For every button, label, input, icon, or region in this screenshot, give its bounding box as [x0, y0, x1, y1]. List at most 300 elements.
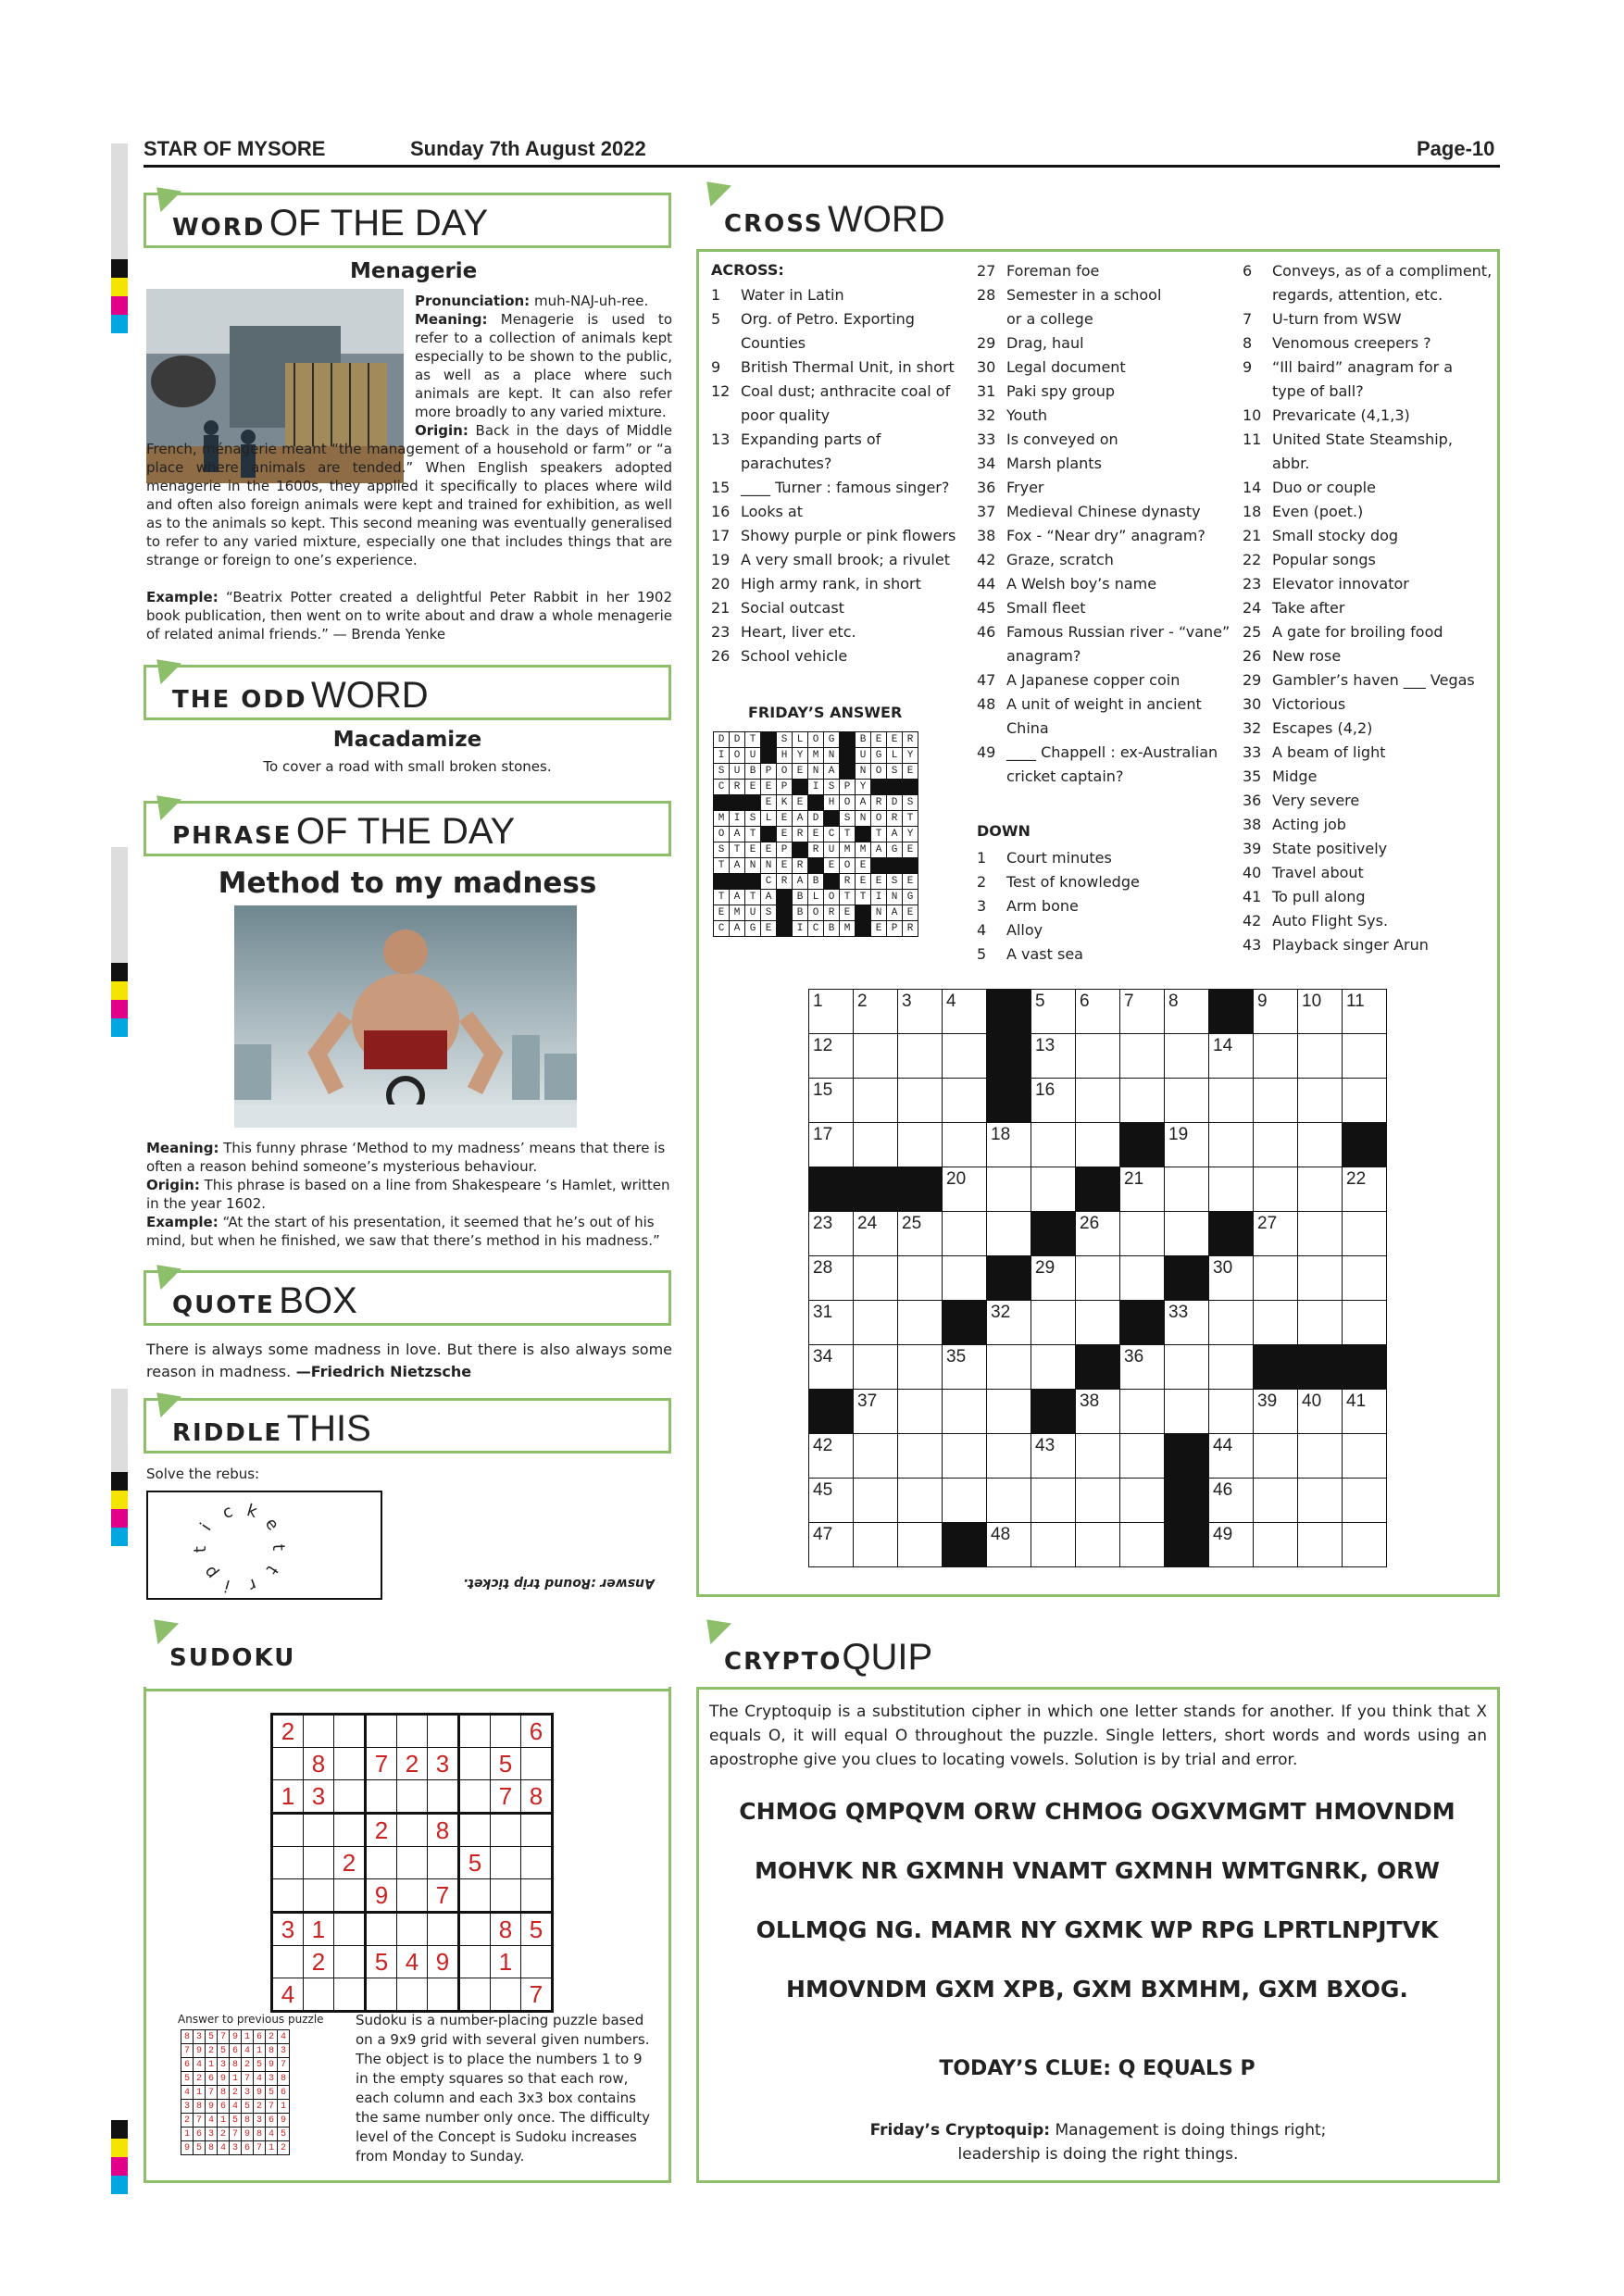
clue-item: 36 Very severe [1243, 792, 1360, 809]
crossword-cell[interactable] [1031, 1345, 1076, 1390]
sudoku-cell[interactable] [334, 1913, 366, 1946]
crossword-cell[interactable] [943, 1479, 987, 1523]
crossword-cell[interactable] [1120, 1479, 1165, 1523]
crossword-cell[interactable] [943, 1123, 987, 1167]
sudoku-cell[interactable] [491, 1814, 521, 1847]
black-cell [854, 1167, 898, 1212]
sudoku-cell[interactable] [491, 1978, 521, 2012]
sudoku-cell[interactable] [366, 1913, 397, 1946]
crossword-cell[interactable] [1298, 1523, 1343, 1567]
crossword-cell[interactable] [987, 1390, 1031, 1434]
crossword-cell[interactable] [1076, 1434, 1120, 1479]
crossword-cell[interactable]: 22 [1343, 1167, 1387, 1212]
clue-item: 9 British Thermal Unit, in short [711, 358, 955, 376]
crossword-header: CROSS WORD [696, 190, 1500, 249]
sudoku-cell[interactable] [334, 1946, 366, 1978]
word-origin: Origin: Back in the days of Middle French, ménagerie meant “the management of a household or farm” or “a place where animals are tended.” When English speakers adopted menagerie in the 1600s, they applied it specifically to places where wild and often also foreign animals were kept and trained for exhibition, as well as to the animals so kept. This second meaning was eventually generalised to refer to any varied mixture, especially one that includes things that are strange or foreign to one’s experience. [146, 422, 672, 568]
crossword-cell[interactable] [898, 1345, 943, 1390]
black-cell [1298, 1345, 1343, 1390]
crossword-cell[interactable] [943, 1079, 987, 1123]
crossword-cell[interactable] [1343, 1479, 1387, 1523]
crossword-cell[interactable] [854, 1034, 898, 1079]
black-cell [943, 1523, 987, 1567]
word-pronunciation: Pronunciation: muh-NAJ-uh-ree. [415, 293, 649, 309]
crossword-cell[interactable] [1343, 1034, 1387, 1079]
clue-item: 16 Looks at [711, 503, 803, 520]
crossword-cell[interactable] [1209, 1301, 1254, 1345]
sudoku-cell[interactable] [397, 1879, 428, 1913]
crossword-cell[interactable]: 3 [898, 990, 943, 1034]
crossword-cell[interactable] [898, 1479, 943, 1523]
crossword-cell[interactable]: 21 [1120, 1167, 1165, 1212]
crossword-cell[interactable] [1076, 1479, 1120, 1523]
crossword-cell[interactable]: 1 [809, 990, 854, 1034]
sudoku-cell: 5 [366, 1946, 397, 1978]
black-cell [809, 1167, 854, 1212]
crossword-cell[interactable]: 11 [1343, 990, 1387, 1034]
crossword-cell[interactable] [1120, 1434, 1165, 1479]
crossword-cell[interactable]: 37 [854, 1390, 898, 1434]
black-cell [1209, 1212, 1254, 1256]
sudoku-cell[interactable] [304, 1847, 334, 1879]
sudoku-cell: 9 [428, 1946, 459, 1978]
crossword-cell[interactable] [1031, 1301, 1076, 1345]
crossword-cell[interactable] [987, 1479, 1031, 1523]
crossword-cell[interactable] [1343, 1434, 1387, 1479]
crossword-cell[interactable] [898, 1434, 943, 1479]
sudoku-cell[interactable] [521, 1847, 553, 1879]
sudoku-cell[interactable] [397, 1978, 428, 2012]
crossword-cell[interactable] [1298, 1256, 1343, 1301]
clue-item: 32 Youth [977, 406, 1047, 424]
crossword-cell[interactable] [1209, 1390, 1254, 1434]
clue-item: 30 Victorious [1243, 695, 1346, 713]
crossword-cell[interactable]: 49 [1209, 1523, 1254, 1567]
crossword-cell[interactable]: 33 [1165, 1301, 1209, 1345]
clue-item: regards, attention, etc. [1272, 286, 1443, 304]
crossword-cell[interactable] [1031, 1167, 1076, 1212]
clue-item: 18 Even (poet.) [1243, 503, 1364, 520]
crossword-cell[interactable] [1298, 1079, 1343, 1123]
crossword-cell[interactable] [1076, 1523, 1120, 1567]
black-cell [987, 1034, 1031, 1079]
clue-item: 45 Small fleet [977, 599, 1086, 617]
rebus-letter: e [260, 1514, 283, 1535]
crossword-cell[interactable] [1076, 1256, 1120, 1301]
sudoku-cell[interactable] [459, 1715, 491, 1748]
clue-item: 39 State positively [1243, 840, 1388, 857]
crossword-cell[interactable] [1343, 1301, 1387, 1345]
clue-item: 34 Marsh plants [977, 455, 1102, 472]
clue-item: 9 “Ill baird” anagram for a [1243, 358, 1454, 376]
riddle-header: RIDDLE THIS [144, 1398, 671, 1454]
sudoku-cell[interactable] [459, 1946, 491, 1978]
registration-strip [111, 2120, 128, 2194]
crossword-cell[interactable] [1254, 1167, 1298, 1212]
crossword-cell[interactable]: 47 [809, 1523, 854, 1567]
sudoku-cell[interactable] [334, 1780, 366, 1814]
crossword-cell[interactable] [987, 1434, 1031, 1479]
black-cell [1209, 990, 1254, 1034]
clue-item: 25 A gate for broiling food [1243, 623, 1443, 641]
crossword-cell[interactable] [1298, 1212, 1343, 1256]
sudoku-cell[interactable] [428, 1715, 459, 1748]
crossword-cell[interactable] [1254, 1523, 1298, 1567]
clue-item: parachutes? [741, 455, 832, 472]
sudoku-cell[interactable] [334, 1748, 366, 1780]
crossword-cell[interactable]: 31 [809, 1301, 854, 1345]
crossword-cell[interactable]: 29 [1031, 1256, 1076, 1301]
crossword-cell[interactable]: 6 [1076, 990, 1120, 1034]
crossword-cell[interactable] [898, 1079, 943, 1123]
crossword-cell[interactable]: 12 [809, 1034, 854, 1079]
crossword-cell[interactable] [943, 1034, 987, 1079]
sudoku-cell[interactable] [304, 1814, 334, 1847]
crossword-cell[interactable]: 8 [1165, 990, 1209, 1034]
sudoku-cell[interactable] [397, 1780, 428, 1814]
crossword-cell[interactable] [987, 1167, 1031, 1212]
sudoku-cell[interactable] [304, 1978, 334, 2012]
crossword-cell[interactable]: 23 [809, 1212, 854, 1256]
crossword-cell[interactable]: 35 [943, 1345, 987, 1390]
quote-header: QUOTE BOX [144, 1270, 671, 1326]
sudoku-cell: 6 [521, 1715, 553, 1748]
sudoku-cell[interactable] [334, 1814, 366, 1847]
crossword-cell[interactable] [1298, 1167, 1343, 1212]
crossword-cell[interactable] [1343, 1079, 1387, 1123]
sudoku-cell: 2 [304, 1946, 334, 1978]
sudoku-cell[interactable] [366, 1847, 397, 1879]
crossword-cell[interactable] [898, 1301, 943, 1345]
crossword-cell[interactable]: 14 [1209, 1034, 1254, 1079]
sudoku-cell[interactable] [428, 1978, 459, 2012]
crossword-cell[interactable]: 40 [1298, 1390, 1343, 1434]
sudoku-cell[interactable] [521, 1748, 553, 1780]
crossword-cell[interactable] [1209, 1167, 1254, 1212]
sudoku-cell: 3 [272, 1913, 304, 1946]
crossword-cell[interactable]: 28 [809, 1256, 854, 1301]
crossword-cell[interactable] [943, 1390, 987, 1434]
clue-item: 33 A beam of light [1243, 743, 1386, 761]
crossword-cell[interactable] [1298, 1301, 1343, 1345]
crossword-cell[interactable]: 10 [1298, 990, 1343, 1034]
sudoku-cell[interactable] [397, 1913, 428, 1946]
crossword-cell[interactable] [854, 1123, 898, 1167]
sudoku-cell: 1 [304, 1913, 334, 1946]
clue-item: 28 Semester in a school [977, 286, 1162, 304]
word-meaning: Meaning: Menagerie is used to refer to a collection of animals kept especially to be shown to the public, as well as a place where such animals are kept. It can also refer more broadly to any varied mixture. [415, 311, 672, 420]
clue-item: 26 New rose [1243, 647, 1342, 665]
crossword-cell[interactable] [1165, 1079, 1209, 1123]
crossword-cell[interactable]: 38 [1076, 1390, 1120, 1434]
clue-item: 49 ____ Chappell : ex-Australian [977, 743, 1218, 761]
crossword-cell[interactable] [1076, 1301, 1120, 1345]
crossword-cell[interactable] [1343, 1523, 1387, 1567]
crossword-cell[interactable] [854, 1345, 898, 1390]
sudoku-cell[interactable] [272, 1814, 304, 1847]
clue-item: 24 Take after [1243, 599, 1345, 617]
crossword-cell[interactable] [1343, 1212, 1387, 1256]
clue-item: 21 Small stocky dog [1243, 527, 1399, 544]
registration-strip [111, 1389, 128, 1546]
sudoku-cell: 8 [304, 1748, 334, 1780]
black-cell [1343, 1345, 1387, 1390]
phrase-meaning: Meaning: This funny phrase ‘Method to my madness’ means that there is often a reason behind someone’s mysterious behaviour. [146, 1140, 666, 1175]
crossword-cell[interactable] [1254, 1034, 1298, 1079]
crossword-cell[interactable] [1209, 1345, 1254, 1390]
crossword-cell[interactable] [1254, 1479, 1298, 1523]
rebus-letter: t [261, 1562, 282, 1578]
crossword-cell[interactable]: 42 [809, 1434, 854, 1479]
crossword-cell[interactable]: 18 [987, 1123, 1031, 1167]
cryptoquip-line-4: HMOVNDM GXM XPB, GXM BXMHM, GXM BXOG. [786, 1976, 1408, 2003]
crossword-cell[interactable] [1076, 1123, 1120, 1167]
crossword-cell[interactable] [854, 1523, 898, 1567]
crossword-cell[interactable] [1209, 1123, 1254, 1167]
crossword-cell[interactable]: 27 [1254, 1212, 1298, 1256]
crossword-cell[interactable] [987, 1345, 1031, 1390]
sudoku-cell: 7 [428, 1879, 459, 1913]
crossword-cell[interactable]: 25 [898, 1212, 943, 1256]
sudoku-cell[interactable] [334, 1715, 366, 1748]
clue-item: 33 Is conveyed on [977, 430, 1118, 448]
sudoku-header-rule [144, 1689, 671, 1691]
rebus-letter: r [245, 1574, 260, 1596]
sudoku-prev-label: Answer to previous puzzle [178, 2013, 324, 2026]
crossword-cell[interactable]: 41 [1343, 1390, 1387, 1434]
page-number: Page-10 [1417, 137, 1495, 160]
crossword-cell[interactable] [898, 1034, 943, 1079]
black-cell [1165, 1523, 1209, 1567]
crossword-cell[interactable] [1076, 1034, 1120, 1079]
black-cell [1120, 1123, 1165, 1167]
registration-strip [111, 144, 128, 333]
black-cell [943, 1301, 987, 1345]
sudoku-cell[interactable] [459, 1814, 491, 1847]
clue-item: 38 Fox - “Near dry” anagram? [977, 527, 1206, 544]
crossword-cell[interactable] [1298, 1479, 1343, 1523]
sudoku-cell: 2 [334, 1847, 366, 1879]
crossword-cell[interactable]: 16 [1031, 1079, 1076, 1123]
phrase-illustration [234, 905, 577, 1128]
crossword-cell[interactable]: 9 [1254, 990, 1298, 1034]
friday-answer-grid: D D T S L O G B E E R I O U H Y M N U G L Y S U B P O E N A N O S E C R E E P I S P Y E K E H O A R D S M I S L E A D S N O R T O A T E R E C T T A Y S T E E P R U M M A G E T A N N E R E O E C R A B R E E S E T A T A B L O T T I N G E M U S B O R E N A E C A G E I C B M E P R [713, 731, 918, 937]
crossword-cell[interactable]: 17 [809, 1123, 854, 1167]
sudoku-cell[interactable] [491, 1715, 521, 1748]
crossword-cell[interactable]: 26 [1076, 1212, 1120, 1256]
crossword-cell[interactable] [1254, 1256, 1298, 1301]
crossword-cell[interactable] [1254, 1123, 1298, 1167]
crossword-cell[interactable] [1076, 1079, 1120, 1123]
crossword-cell[interactable]: 2 [854, 990, 898, 1034]
crossword-cell[interactable]: 24 [854, 1212, 898, 1256]
crossword-cell[interactable]: 19 [1165, 1123, 1209, 1167]
sudoku-cell[interactable] [428, 1913, 459, 1946]
sudoku-cell[interactable] [334, 1879, 366, 1913]
clue-item: 36 Fryer [977, 479, 1044, 496]
crossword-cell[interactable] [1165, 1167, 1209, 1212]
sudoku-cell: 4 [272, 1978, 304, 2012]
crossword-cell[interactable] [1165, 1212, 1209, 1256]
crossword-cell[interactable] [943, 1434, 987, 1479]
crossword-cell[interactable] [1254, 1301, 1298, 1345]
crossword-grid[interactable] [808, 989, 1387, 1567]
crossword-cell[interactable] [1298, 1034, 1343, 1079]
crossword-cell[interactable] [1031, 1479, 1076, 1523]
black-cell [809, 1390, 854, 1434]
crossword-cell[interactable]: 5 [1031, 990, 1076, 1034]
phrase-heading: Method to my madness [218, 867, 597, 900]
clue-item: 2 Test of knowledge [977, 873, 1140, 891]
clue-item: cricket captain? [1006, 767, 1124, 785]
clue-item: 35 Midge [1243, 767, 1318, 785]
crossword-cell[interactable]: 15 [809, 1079, 854, 1123]
clue-item: abbr. [1272, 455, 1310, 472]
crossword-cell[interactable] [1165, 1034, 1209, 1079]
sudoku-cell[interactable] [459, 1879, 491, 1913]
crossword-cell[interactable] [854, 1434, 898, 1479]
sudoku-cell[interactable] [272, 1847, 304, 1879]
clue-item: anagram? [1006, 647, 1081, 665]
sudoku-cell[interactable] [491, 1847, 521, 1879]
sudoku-cell[interactable] [272, 1748, 304, 1780]
sudoku-cell[interactable] [459, 1978, 491, 2012]
crossword-cell[interactable] [1120, 1079, 1165, 1123]
cryptoquip-header: CRYPTOQUIP [696, 1628, 1500, 1687]
crossword-cell[interactable] [943, 1212, 987, 1256]
crossword-cell[interactable]: 13 [1031, 1034, 1076, 1079]
crossword-cell[interactable] [1031, 1123, 1076, 1167]
sudoku-cell[interactable] [397, 1715, 428, 1748]
sudoku-cell[interactable] [366, 1715, 397, 1748]
crossword-cell[interactable]: 39 [1254, 1390, 1298, 1434]
sudoku-cell: 8 [428, 1814, 459, 1847]
crossword-cell[interactable] [1254, 1079, 1298, 1123]
clue-item: 14 Duo or couple [1243, 479, 1376, 496]
sudoku-cell[interactable] [428, 1780, 459, 1814]
sudoku-cell: 3 [428, 1748, 459, 1780]
crossword-cell[interactable]: 20 [943, 1167, 987, 1212]
crossword-cell[interactable] [1120, 1390, 1165, 1434]
crossword-cell[interactable] [898, 1123, 943, 1167]
clue-item: 4 Alloy [977, 921, 1043, 939]
crossword-cell[interactable]: 44 [1209, 1434, 1254, 1479]
clue-item: 40 Travel about [1243, 864, 1364, 881]
crossword-cell[interactable] [1165, 1390, 1209, 1434]
clue-item: 1 Water in Latin [711, 286, 844, 304]
crossword-cell[interactable]: 30 [1209, 1256, 1254, 1301]
crossword-cell[interactable] [854, 1079, 898, 1123]
sudoku-grid[interactable] [270, 1713, 554, 2013]
black-cell [987, 1256, 1031, 1301]
sudoku-cell[interactable] [397, 1814, 428, 1847]
crossword-cell[interactable]: 45 [809, 1479, 854, 1523]
crossword-cell[interactable] [854, 1479, 898, 1523]
clue-item: 5 A vast sea [977, 945, 1083, 963]
crossword-cell[interactable] [1031, 1523, 1076, 1567]
clue-item: 29 Gambler’s haven ___ Vegas [1243, 671, 1475, 689]
crossword-cell[interactable] [1120, 1212, 1165, 1256]
sudoku-cell[interactable] [459, 1780, 491, 1814]
sudoku-cell[interactable] [272, 1946, 304, 1978]
crossword-cell[interactable] [943, 1256, 987, 1301]
odd-word-header: THE ODD WORD [144, 665, 671, 720]
sudoku-cell: 1 [491, 1946, 521, 1978]
sudoku-cell[interactable] [334, 1978, 366, 2012]
crossword-cell[interactable] [1165, 1345, 1209, 1390]
rebus-letter: k [244, 1500, 259, 1522]
sudoku-cell[interactable] [366, 1780, 397, 1814]
riddle-prompt: Solve the rebus: [146, 1466, 260, 1482]
sudoku-cell: 8 [491, 1913, 521, 1946]
crossword-cell[interactable]: 48 [987, 1523, 1031, 1567]
sudoku-cell[interactable] [304, 1879, 334, 1913]
crossword-cell[interactable] [1254, 1434, 1298, 1479]
sudoku-cell[interactable] [397, 1847, 428, 1879]
sudoku-cell[interactable] [521, 1879, 553, 1913]
clue-item: 1 Court minutes [977, 849, 1112, 867]
crossword-cell[interactable] [1343, 1256, 1387, 1301]
clue-item: 44 A Welsh boy’s name [977, 575, 1157, 593]
crossword-cell[interactable] [898, 1390, 943, 1434]
crossword-cell[interactable] [1298, 1434, 1343, 1479]
sudoku-cell[interactable] [521, 1814, 553, 1847]
crossword-cell[interactable] [1120, 1034, 1165, 1079]
crossword-cell[interactable] [898, 1523, 943, 1567]
sudoku-cell[interactable] [521, 1946, 553, 1978]
black-cell [1165, 1434, 1209, 1479]
crossword-cell[interactable] [987, 1212, 1031, 1256]
clue-item: 5 Org. of Petro. Exporting [711, 310, 915, 328]
sudoku-cell[interactable] [428, 1847, 459, 1879]
crossword-cell[interactable]: 46 [1209, 1479, 1254, 1523]
crossword-cell[interactable] [1120, 1256, 1165, 1301]
crossword-cell[interactable]: 32 [987, 1301, 1031, 1345]
sudoku-cell: 5 [459, 1847, 491, 1879]
crossword-cell[interactable] [1298, 1123, 1343, 1167]
sudoku-cell[interactable] [272, 1879, 304, 1913]
crossword-cell[interactable] [1209, 1079, 1254, 1123]
sudoku-cell[interactable] [304, 1715, 334, 1748]
black-cell [987, 990, 1031, 1034]
crossword-cell[interactable] [1120, 1523, 1165, 1567]
crossword-cell[interactable]: 4 [943, 990, 987, 1034]
phrase-header: PHRASE OF THE DAY [144, 801, 671, 856]
word-of-day-header: WORD OF THE DAY [144, 193, 671, 248]
clue-item: 26 School vehicle [711, 647, 848, 665]
clue-item: 23 Elevator innovator [1243, 575, 1409, 593]
sudoku-cell[interactable] [459, 1748, 491, 1780]
crossword-cell[interactable] [854, 1256, 898, 1301]
cryptoquip-line-2: MOHVK NR GXMNH VNAMT GXMNH WMTGNRK, ORW [755, 1857, 1440, 1884]
sudoku-cell[interactable] [459, 1913, 491, 1946]
sudoku-cell[interactable] [491, 1879, 521, 1913]
crossword-cell[interactable]: 34 [809, 1345, 854, 1390]
crossword-cell[interactable] [854, 1301, 898, 1345]
crossword-cell[interactable]: 36 [1120, 1345, 1165, 1390]
clue-item: 8 Venomous creepers ? [1243, 334, 1431, 352]
sudoku-cell[interactable] [366, 1978, 397, 2012]
sudoku-cell: 1 [272, 1780, 304, 1814]
crossword-cell[interactable]: 43 [1031, 1434, 1076, 1479]
cryptoquip-clue: TODAY’S CLUE: Q EQUALS P [939, 2057, 1255, 2080]
crossword-cell[interactable] [898, 1256, 943, 1301]
clue-item: 31 Paki spy group [977, 382, 1116, 400]
odd-word-meaning: To cover a road with small broken stones. [263, 758, 552, 775]
riddle-answer: Answer :Round trip ticket. [463, 1576, 655, 1591]
crossword-cell[interactable]: 7 [1120, 990, 1165, 1034]
rebus-letter: p [199, 1562, 222, 1583]
